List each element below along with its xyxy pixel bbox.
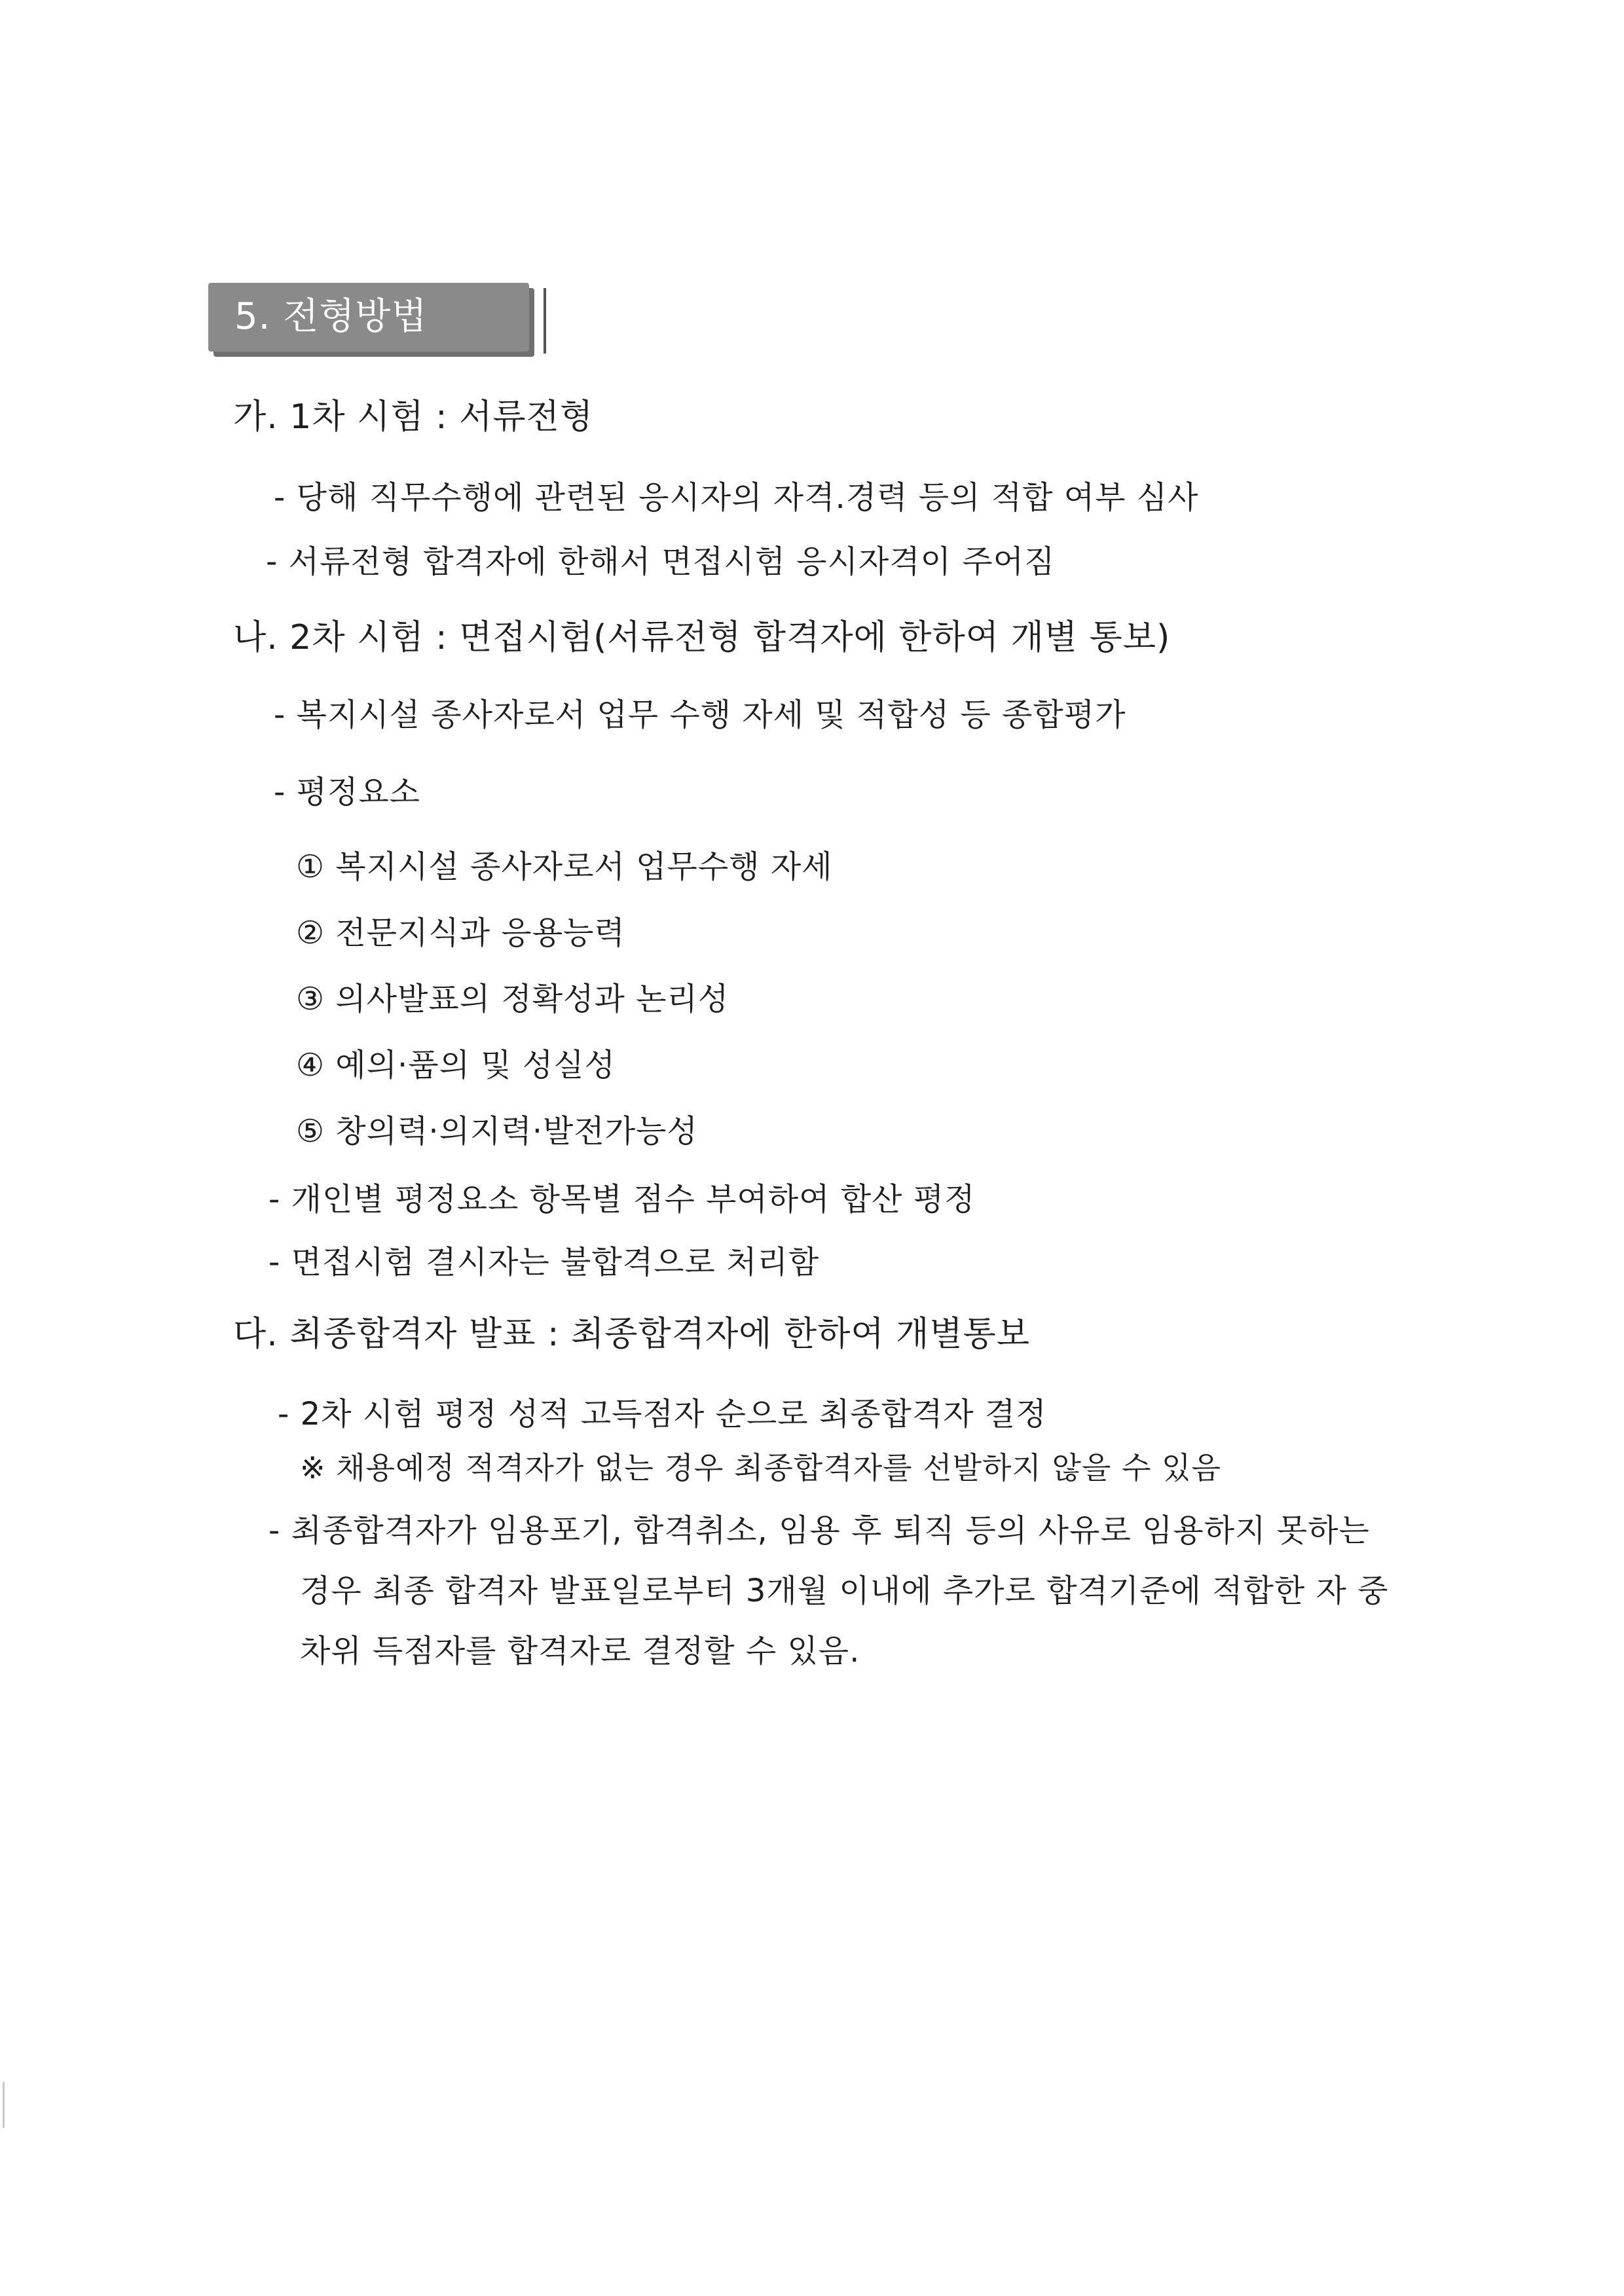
stage1-heading: 가. 1차 시험 : 서류전형 xyxy=(233,397,594,437)
criteria-item: ③ 의사발표의 정확성과 논리성 xyxy=(296,981,729,1017)
stage2-item: - 면접시험 결시자는 불합격으로 처리함 xyxy=(268,1244,820,1281)
stage2-heading: 나. 2차 시험 : 면접시험(서류전형 합격자에 한하여 개별 통보) xyxy=(233,618,1171,657)
stage1-item: - 당해 직무수행에 관련된 응시자의 자격.경력 등의 적합 여부 심사 xyxy=(274,479,1199,516)
stage2-item: - 평정요소 xyxy=(274,774,421,811)
stage3-item-continuation: 경우 최종 합격자 발표일로부터 3개월 이내에 추가로 합격기준에 적합한 자 중 xyxy=(300,1573,1389,1609)
stage2-item: - 개인별 평정요소 항목별 점수 부여하여 합산 평정 xyxy=(268,1181,976,1218)
criteria-item: ⑤ 창의력·의지력·발전가능성 xyxy=(296,1113,698,1150)
criteria-item: ① 복지시설 종사자로서 업무수행 자세 xyxy=(296,848,833,885)
section-heading-box xyxy=(208,283,529,352)
stage3-note: ※ 채용예정 적격자가 없는 경우 최종합격자를 선발하지 않을 수 있음 xyxy=(300,1450,1221,1485)
criteria-item: ④ 예의·품의 및 성실성 xyxy=(296,1047,616,1084)
stage1-item: - 서류전형 합격자에 한해서 면접시험 응시자격이 주어짐 xyxy=(266,543,1056,580)
stage2-item: - 복지시설 종사자로서 업무 수행 자세 및 적합성 등 종합평가 xyxy=(274,697,1126,733)
stage3-heading: 다. 최종합격자 발표 : 최종합격자에 한하여 개별통보 xyxy=(233,1315,1031,1354)
scan-margin-mark xyxy=(3,2082,5,2128)
stage3-item: - 최종합격자가 임용포기, 합격취소, 임용 후 퇴직 등의 사유로 임용하지 못하는 xyxy=(268,1512,1370,1549)
criteria-item: ② 전문지식과 응용능력 xyxy=(296,915,625,951)
section-title: 5. 전형방법 xyxy=(234,295,428,338)
stage3-item: - 2차 시험 평정 성적 고득점자 순으로 최종합격자 결정 xyxy=(278,1396,1047,1432)
stage3-item-continuation: 차위 득점자를 합격자로 결정할 수 있음. xyxy=(300,1633,860,1669)
